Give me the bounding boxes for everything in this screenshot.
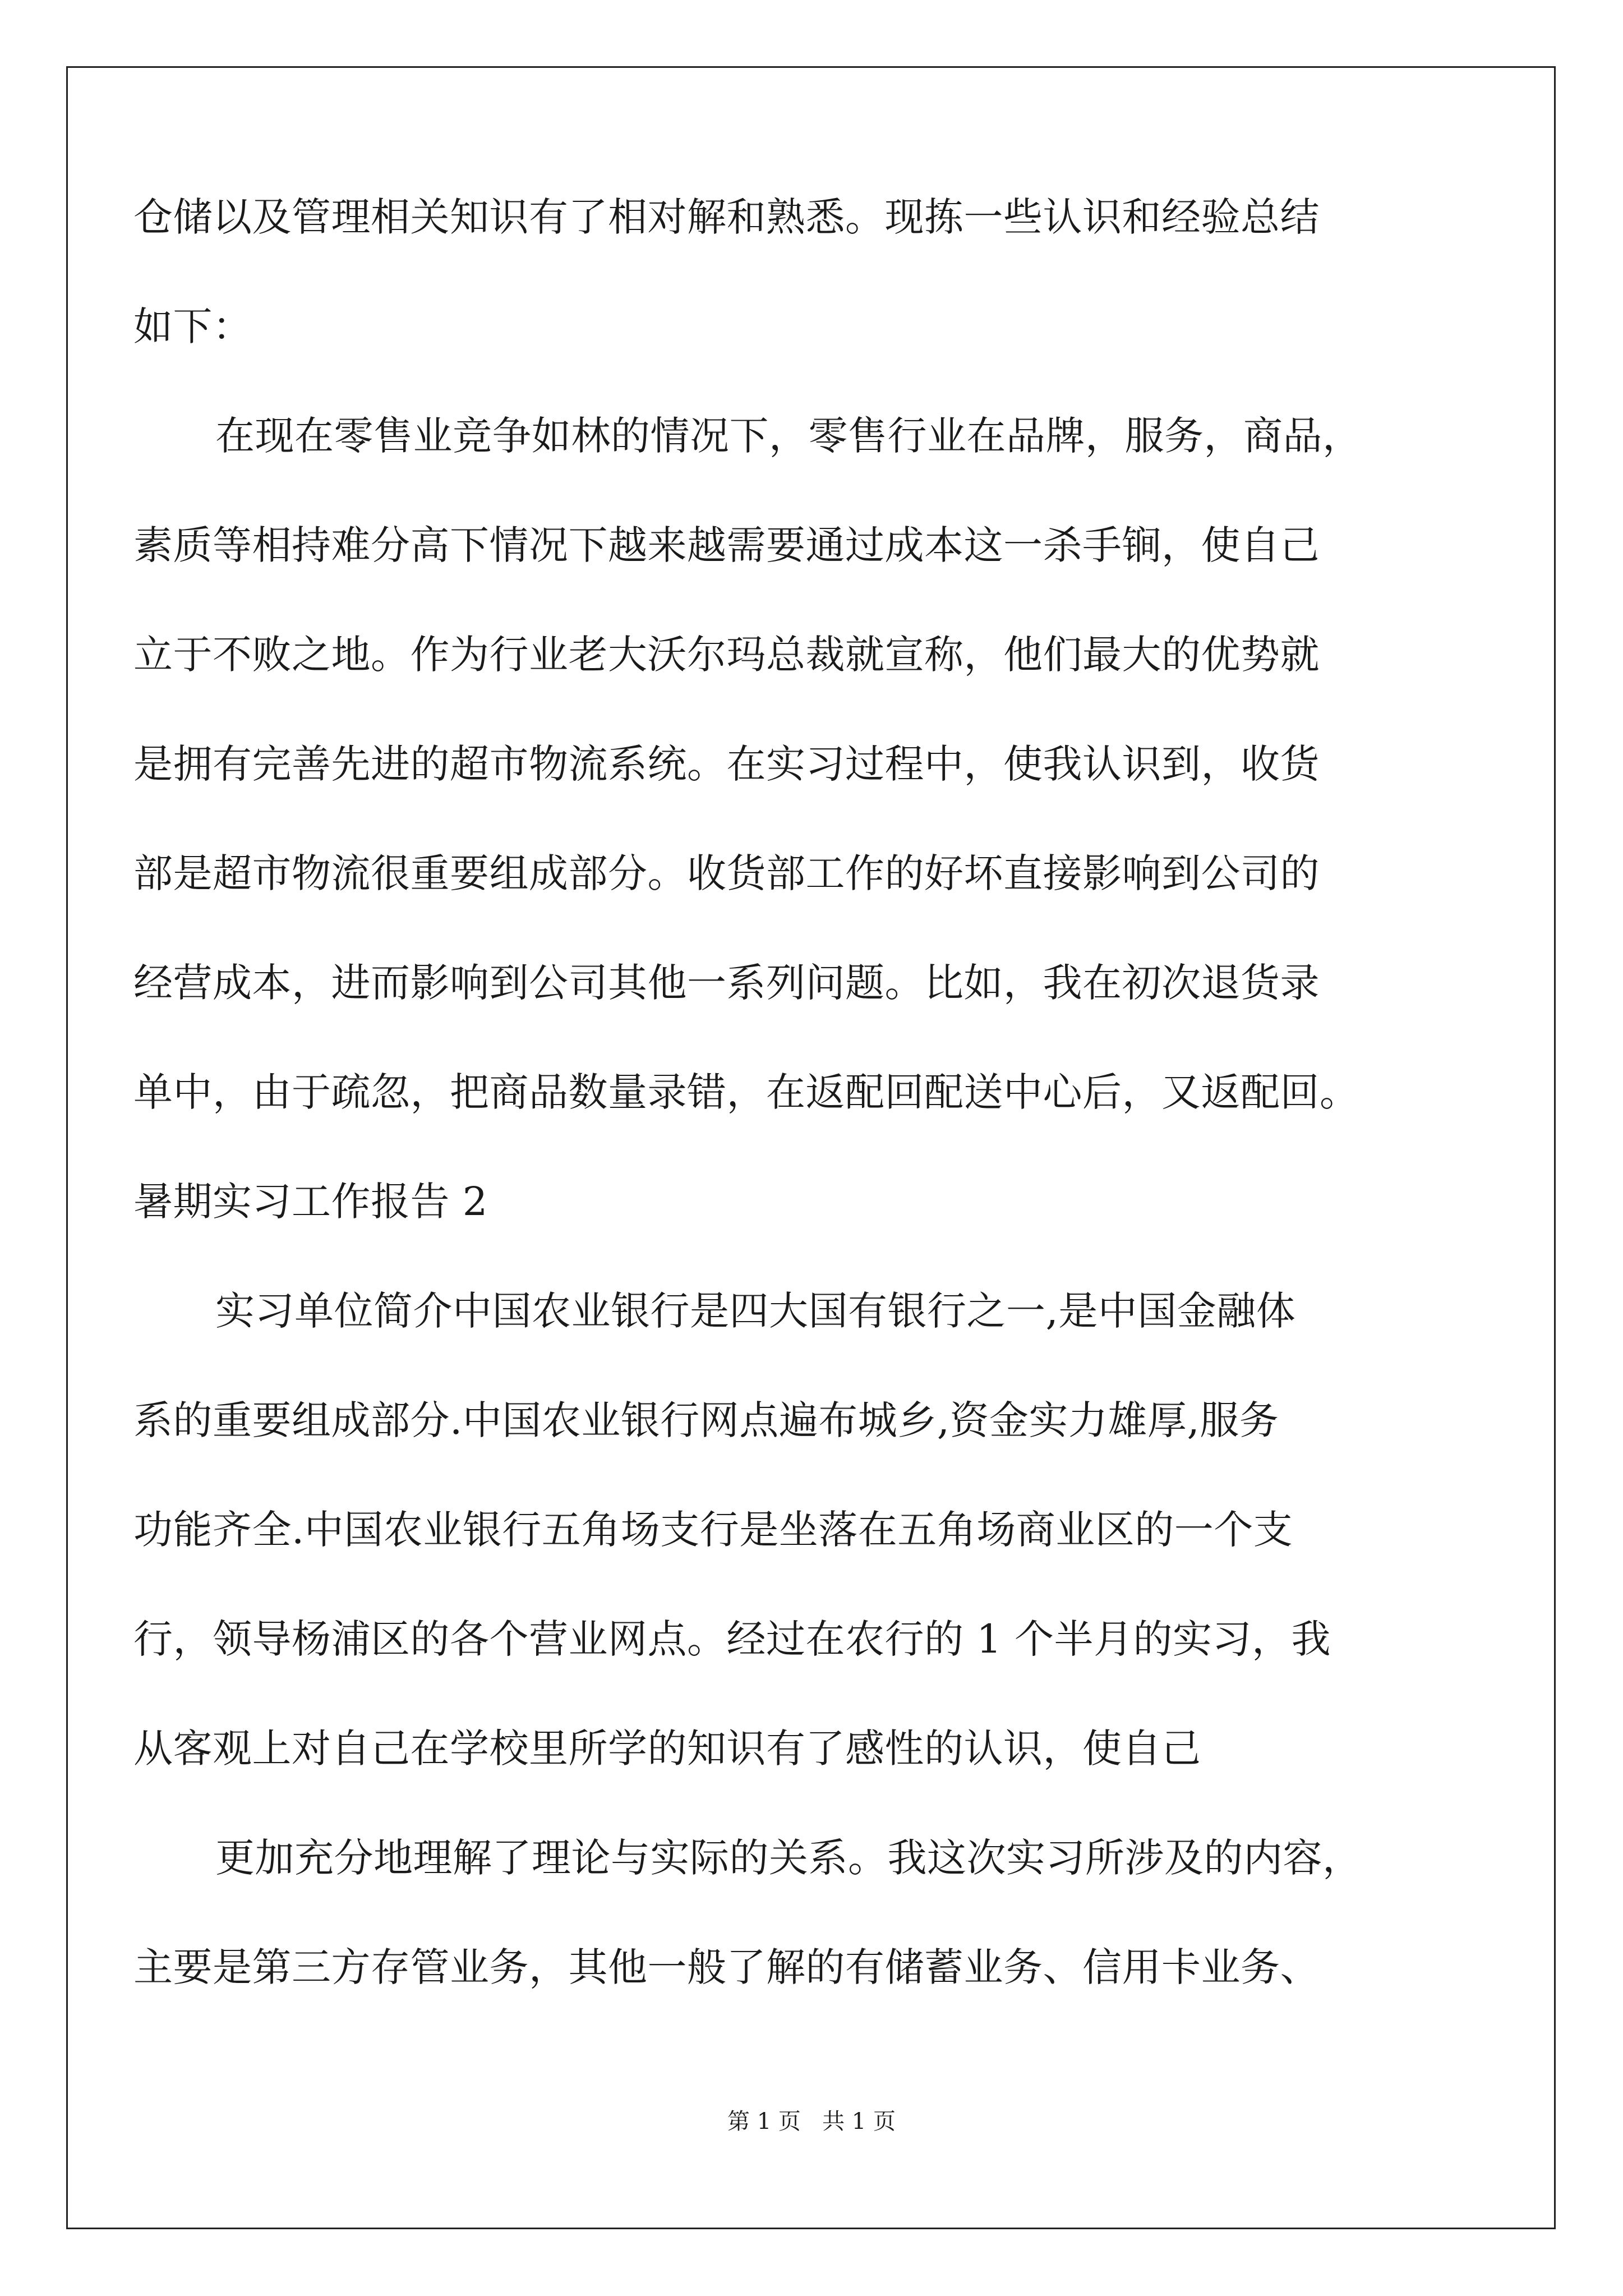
- text-line: 部是超市物流很重要组成部分。收货部工作的好坏直接影响到公司的: [133, 850, 1320, 896]
- section-heading: 暑期实习工作报告 2: [133, 1179, 488, 1225]
- page-number: 第 1 页: [727, 2109, 801, 2134]
- text-line: 素质等相持难分高下情况下越来越需要通过成本这一杀手锏，使自己: [133, 522, 1320, 568]
- text-line: 从客观上对自己在学校里所学的知识有了感性的认识，使自己: [133, 1726, 1201, 1772]
- text-line: 行，领导杨浦区的各个营业网点。经过在农行的 1 个半月的实习，我: [133, 1616, 1331, 1662]
- text-line: 经营成本，进而影响到公司其他一系列问题。比如，我在初次退货录: [133, 960, 1320, 1006]
- text-line: 如下：: [133, 303, 252, 349]
- text-line: 在现在零售业竞争如林的情况下，零售行业在品牌，服务，商品，: [215, 413, 1362, 459]
- page-footer: [0, 2108, 1623, 2135]
- text-line: 实习单位简介中国农业银行是四大国有银行之一,是中国金融体: [215, 1288, 1296, 1334]
- text-line: 主要是第三方存管业务，其他一般了解的有储蓄业务、信用卡业务、: [133, 1944, 1320, 1990]
- page-total: 共 1 页: [822, 2109, 896, 2134]
- text-line: 立于不败之地。作为行业老大沃尔玛总裁就宣称，他们最大的优势就: [133, 632, 1320, 678]
- text-line: 是拥有完善先进的超市物流系统。在实习过程中，使我认识到，收货: [133, 741, 1320, 787]
- document-body: [133, 195, 1491, 2055]
- text-line: 系的重要组成部分.中国农业银行网点遍布城乡,资金实力雄厚,服务: [133, 1397, 1279, 1443]
- text-line: 单中，由于疏忽，把商品数量录错，在返配回配送中心后，又返配回。: [133, 1069, 1359, 1115]
- text-line: 更加充分地理解了理论与实际的关系。我这次实习所涉及的内容，: [215, 1835, 1362, 1881]
- text-line: 仓储以及管理相关知识有了相对解和熟悉。现拣一些认识和经验总结: [133, 194, 1320, 240]
- text-line: 功能齐全.中国农业银行五角场支行是坐落在五角场商业区的一个支: [133, 1507, 1293, 1553]
